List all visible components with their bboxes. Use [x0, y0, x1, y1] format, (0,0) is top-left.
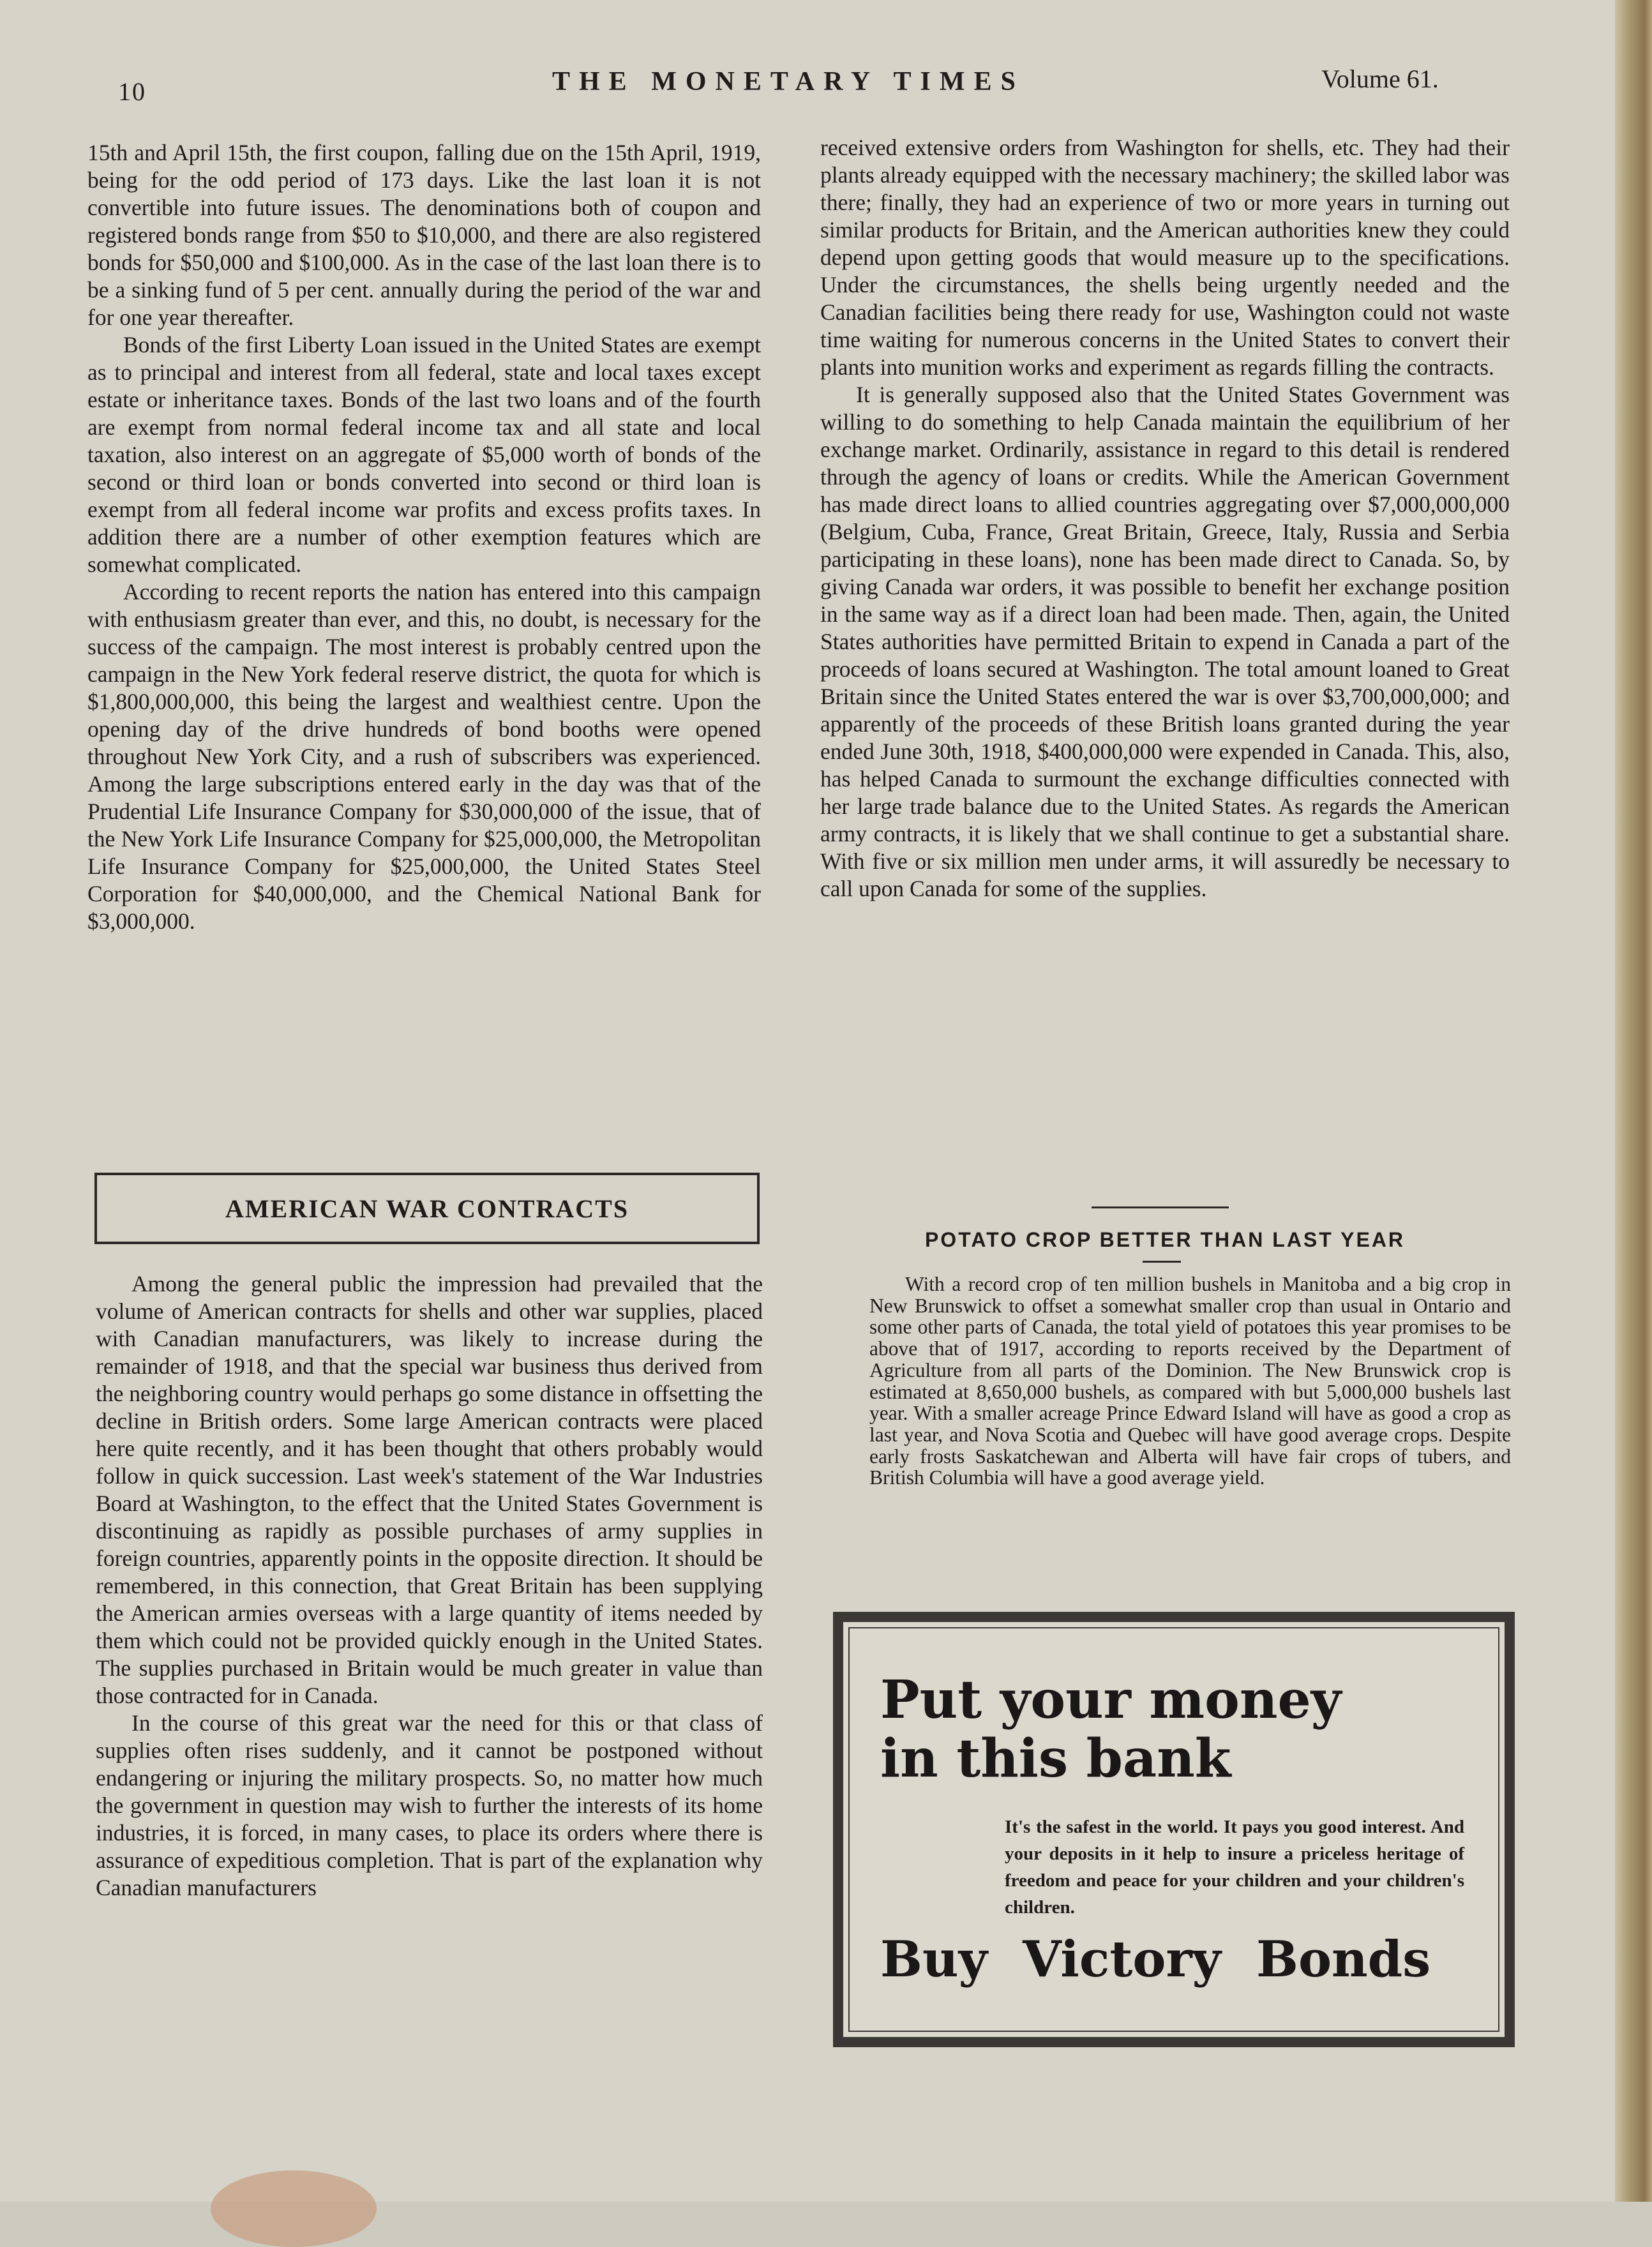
- paragraph: It is generally supposed also that the United States Government was willing to do something to help Canada maintain the equilibrium of her exchange market. Ordinarily, assistance in regard to this detail is rendered through the agency of loans or credits. While the American Government has made direct loans to allied countries aggregating over $7,000,000,000 (Belgium, Cuba, France, Great Britain, Greece, Italy, Russia and Serbia participating in these loans), none has been made direct to Canada. So, by giving Canada war orders, it was possible to benefit her exchange position in the same way as if a direct loan had been made. Then, again, the United States authorities have permitted Britain to expend in Canada a part of the proceeds of loans secured at Washington. The total amount loaned to Great Britain since the United States entered the war is over $3,700,000,000; and apparently of the proceeds of these British loans granted during the year ended June 30th, 1918, $400,000,000 were expended in Canada. This, also, has helped Canada to surmount the exchange difficulties connected with her large trade balance due to the United States. As regards the American army contracts, it is likely that we shall continue to get a substantial share. With five or six million men under arms, it will assuredly be necessary to call upon Canada for some of the supplies.: [820, 382, 1510, 901]
- ad-headline-line: Put your money: [880, 1669, 1342, 1731]
- right-column-article: [820, 134, 1510, 903]
- section-divider: [1092, 1206, 1229, 1208]
- paragraph: With a record crop of ten million bushels in Manitoba and a big crop in New Brunswick to offset a somewhat smaller crop than usual in Ontario and some other parts of Canada, the total yield of potatoes this year promises to be above that of 1917, according to reports received by the Department of Agriculture from all parts of the Dominion. The New Brunswick crop is estimated at 8,650,000 bushels, as compared with but 5,000,000 bushels last year. With a smaller acreage Prince Edward Island will have as good a crop as last year, and Nova Scotia and Quebec will have good average crops. Despite early frosts Saskatchewan and Alberta will have fair crops of tubers, and British Columbia will have a good average yield.: [869, 1273, 1511, 1489]
- publication-title: THE MONETARY TIMES: [552, 67, 1025, 96]
- ad-headline: [880, 1671, 1341, 1788]
- war-contracts-article: [96, 1270, 763, 1902]
- volume-label: Volume 61.: [1321, 64, 1439, 93]
- war-contracts-heading: AMERICAN WAR CONTRACTS: [94, 1173, 760, 1244]
- page-number: 10: [118, 77, 146, 106]
- ad-body-copy: It's the safest in the world. It pays you good interest. And your deposits in it help to insure a priceless heritage of freedom and peace for your children and your children's children.: [1005, 1817, 1464, 1918]
- page-edge: [1615, 0, 1652, 2202]
- ad-tagline: Buy Victory Bonds: [880, 1930, 1431, 1988]
- victory-bonds-advertisement: [833, 1612, 1515, 2047]
- paragraph: In the course of this great war the need for this or that class of supplies often rises suddenly, and it cannot be postponed without endangering or injuring the military prospects. So, no matter how much the government in question may wish to further the interests of its home industries, it is forced, in many cases, to place its orders where there is assurance of expeditious completion. That is part of the explanation why Canadian manufacturers: [96, 1710, 763, 1900]
- paper-stain: [211, 2170, 377, 2247]
- paragraph: Bonds of the first Liberty Loan issued in the United States are exempt as to principal and interest from all federal, state and local taxes except estate or inheritance taxes. Bonds of the last two loans and of the fourth are exempt from normal federal income tax and all state and local taxation, also interest on an aggregate of $5,000 worth of bonds of the second or third loan or bonds converted into second or third loan is exempt from all federal income war profits and excess profits taxes. In addition there are a number of other exemption features which are somewhat complicated.: [87, 332, 761, 577]
- potato-crop-article: [869, 1274, 1511, 1489]
- paragraph: 15th and April 15th, the first coupon, falling due on the 15th April, 1919, being for the odd period of 173 days. Like the last loan it is not convertible into future issues. The denominations both of coupon and registered bonds range from $50 to $10,000, and there are also registered bonds for $50,000 and $100,000. As in the case of the last loan there is to be a sinking fund of 5 per cent. annually during the period of the war and for one year thereafter.: [87, 140, 761, 330]
- paragraph: According to recent reports the nation has entered into this campaign with enthusiasm greater than ever, and this, no doubt, is necessary for the success of the campaign. The most interest is probably centred upon the campaign in the New York federal reserve district, the quota for which is $1,800,000,000, this being the largest and wealthiest centre. Upon the opening day of the drive hundreds of bond booths were opened throughout New York City, and a rush of subscribers was experienced. Among the large subscriptions entered early in the day was that of the Prudential Life Insurance Company for $30,000,000 of the issue, that of the New York Life Insurance Company for $25,000,000, the Metropolitan Life Insurance Company for $25,000,000, the United States Steel Corporation for $40,000,000, and the Chemical National Bank for $3,000,000.: [87, 579, 761, 934]
- paragraph: Among the general public the impression had prevailed that the volume of American contracts for shells and other war supplies, placed with Canadian manufacturers, was likely to increase during the remainder of 1918, and that the special war business thus derived from the neighboring country would perhaps go some distance in offsetting the decline in British orders. Some large American contracts were placed here quite recently, and it has been thought that others probably would follow in quick succession. Last week's statement of the War Industries Board at Washington, to the effect that the United States Government is discontinuing as rapidly as possible purchases of army supplies in foreign countries, apparently points in the opposite direction. It should be remembered, in this connection, that Great Britain has been supplying the American armies overseas with a large quantity of items needed by them which could not be provided quickly enough in the United States. The supplies purchased in Britain would be much greater in value than those contracted for in Canada.: [96, 1271, 763, 1708]
- ad-headline-line: in this bank: [880, 1728, 1231, 1789]
- paragraph: received extensive orders from Washington for shells, etc. They had their plants already equipped with the necessary machinery; the skilled labor was there; finally, they had an experience of two or more years in turning out similar products for Britain, and the American authorities knew they could depend upon getting goods that would measure up to the specifications. Under the circumstances, the shells being urgently needed and the Canadian facilities being there ready for use, Washington could not waste time waiting for numerous concerns in the United States to convert their plants into munition works and experiment as regards filling the contracts.: [820, 135, 1510, 380]
- potato-crop-heading: POTATO CROP BETTER THAN LAST YEAR: [924, 1228, 1406, 1251]
- left-column-article: [87, 139, 761, 935]
- heading-dash: [1143, 1261, 1181, 1263]
